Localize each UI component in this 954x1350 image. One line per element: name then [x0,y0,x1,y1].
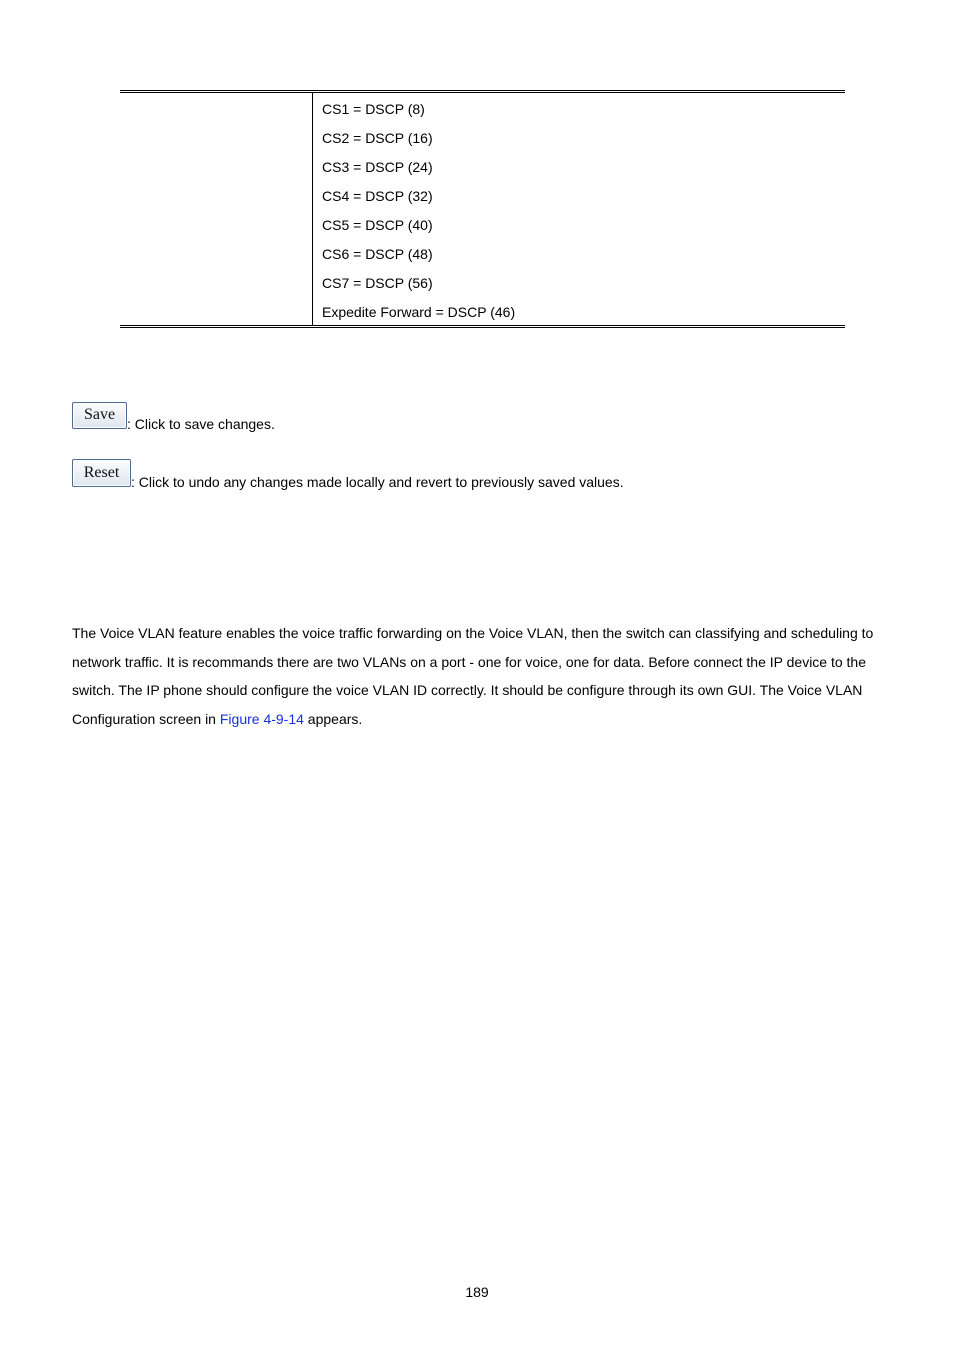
reset-button-row [72,459,624,490]
table-top-rule [120,90,845,91]
table-value-list [322,100,515,332]
figure-link[interactable]: Figure 4-9-14 [219,711,304,728]
reset-button[interactable]: Reset [72,459,131,487]
table-bottom-rule-outer [120,327,845,328]
table-row: CS1 = DSCP (8) [322,101,425,117]
table-top-rule-inner [120,92,845,93]
table-row: CS4 = DSCP (32) [322,188,433,204]
table-column-divider [312,93,313,325]
table-row: CS7 = DSCP (56) [322,275,433,291]
table-row: CS5 = DSCP (40) [322,217,433,233]
table-bottom-rule [120,325,845,326]
voice-vlan-description [72,619,887,734]
paragraph-text-end: appears. [303,711,363,728]
reset-button-description: : Click to undo any changes made locally and revert to previously saved values. [131,474,624,490]
paragraph-text: The Voice VLAN feature enables the voice traffic forwarding on the Voice VLAN, then the switch can classifying and scheduling to network traffic. It is recommands there are two VLANs on a port - one for voice, one for data. Before connect the IP device to the switch. The IP phone should configure the voice VLAN ID correctly. It should be configure through its own GUI. The Voice VLAN Configuration screen in [72,625,874,728]
table-row: CS6 = DSCP (48) [322,246,433,262]
save-button-description: : Click to save changes. [127,416,275,432]
table-row: CS3 = DSCP (24) [322,159,433,175]
dscp-table [120,90,845,328]
table-row: CS2 = DSCP (16) [322,130,433,146]
table-row: Expedite Forward = DSCP (46) [322,304,516,320]
page-number: 189 [465,1284,489,1300]
save-button[interactable]: Save [72,402,127,429]
save-button-row [72,402,275,432]
